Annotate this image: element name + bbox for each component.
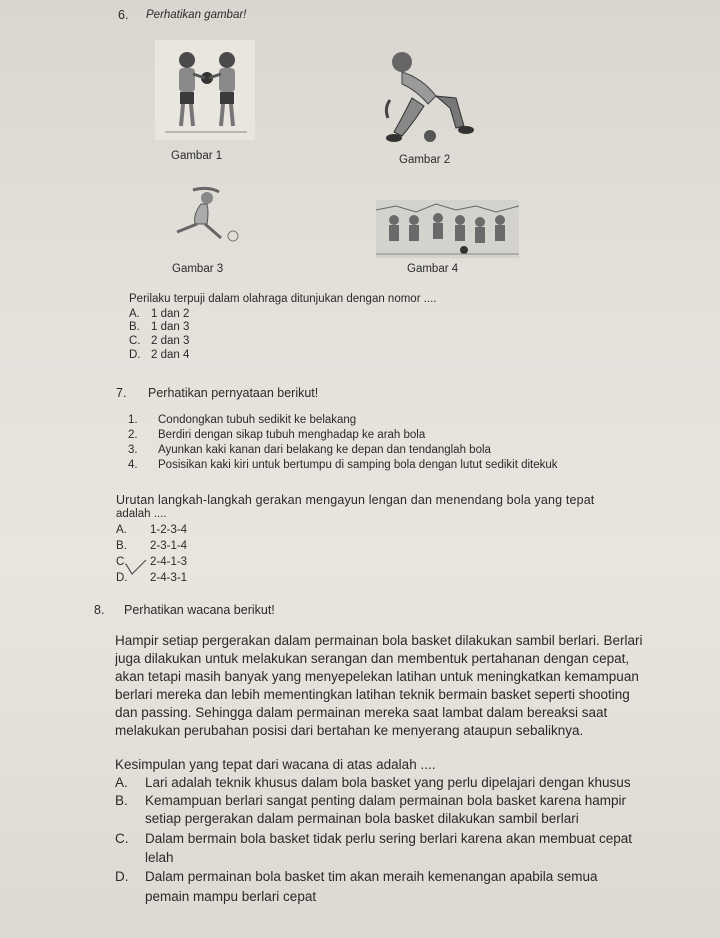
q8-number: 8.	[94, 603, 105, 617]
q6-number: 6.	[118, 8, 129, 22]
q8-option-a[interactable]	[115, 775, 720, 790]
answer-check-mark	[124, 556, 150, 582]
q7-option-a[interactable]	[116, 524, 187, 536]
option-letter: D.	[115, 869, 129, 884]
option-text: 1-2-3-4	[150, 524, 188, 536]
option-letter: B.	[115, 793, 128, 808]
q8-passage-line-1: Hampir setiap pergerakan dalam permainan bola basket dilakukan sambil berlari. Berlari	[115, 633, 643, 648]
q8-passage-line-3: akan tetapi masih banyak yang menyepelekan latihan untuk meningkatkan kemampuan	[115, 669, 639, 684]
q7-prompt: Perhatikan pernyataan berikut!	[148, 386, 319, 400]
q8-passage-line-4: berlari mereka dan lebih mementingkan latihan teknik bermain basket seperti shooting	[115, 687, 630, 702]
q8-passage-line-2: juga dilakukan untuk melakukan serangan dan membentuk pertahanan dengan cepat,	[115, 651, 630, 666]
q7-question-line1: Urutan langkah-langkah gerakan mengayun lengan dan menendang bola yang tepat	[116, 493, 595, 507]
statement-text: Posisikan kaki kiri untuk bertumpu di samping bola dengan lutut sedikit ditekuk	[158, 459, 558, 471]
option-text: 1 dan 3	[151, 321, 190, 333]
option-letter: B.	[129, 321, 140, 333]
option-text: 2-3-1-4	[150, 540, 188, 552]
option-text: 2-4-3-1	[150, 572, 188, 584]
option-text: 2 dan 4	[151, 349, 190, 361]
statement-number: 4.	[128, 459, 138, 471]
statement-number: 1.	[128, 414, 138, 426]
figure-4-image	[376, 200, 519, 258]
statement-number: 3.	[128, 444, 138, 456]
option-letter: D.	[116, 572, 128, 584]
option-text: Dalam permainan bola basket tim akan meraih kemenangan apabila semua	[145, 869, 598, 884]
q8-passage-line-5: dan passing. Sehingga dalam permainan mereka saat lambat dalam bereaksi saat	[115, 705, 608, 720]
option-letter: C.	[115, 831, 129, 846]
q6-question: Perilaku terpuji dalam olahraga ditunjukan dengan nomor ....	[129, 293, 437, 305]
q8-option-b-line-2: setiap pergerakan dalam permainan bola basket dilakukan sambil berlari	[145, 811, 579, 826]
q8-option-c-line-2: lelah	[145, 850, 174, 865]
q7-question-line2: adalah ....	[116, 508, 167, 520]
q7-statement-1	[128, 414, 356, 426]
option-letter: A.	[116, 524, 127, 536]
figure-2-image	[372, 48, 484, 148]
q7-option-b[interactable]	[116, 540, 187, 552]
figure-4-caption: Gambar 4	[407, 263, 459, 275]
figure-1-caption: Gambar 1	[171, 150, 223, 162]
q8-passage-line-6: melakukan perubahan posisi dari bertahan ke menyerang ataupun sebaliknya.	[115, 723, 584, 738]
option-letter: A.	[115, 775, 128, 790]
option-letter: B.	[116, 540, 127, 552]
q7-statement-3	[128, 444, 491, 456]
q8-option-c[interactable]	[115, 831, 720, 846]
statement-text: Condongkan tubuh sedikit ke belakang	[158, 414, 357, 426]
q6-prompt: Perhatikan gambar!	[146, 9, 247, 21]
statement-text: Berdiri dengan sikap tubuh menghadap ke arah bola	[158, 429, 426, 441]
q8-prompt: Perhatikan wacana berikut!	[124, 603, 275, 617]
q7-statement-4	[128, 459, 558, 471]
q7-statement-2	[128, 429, 425, 441]
option-text: 2-4-1-3	[150, 556, 188, 568]
q8-question: Kesimpulan yang tepat dari wacana di atas adalah ....	[115, 757, 436, 772]
q6-option-a[interactable]	[129, 308, 189, 320]
option-letter: C.	[129, 335, 141, 347]
option-text: 2 dan 3	[151, 335, 190, 347]
statement-text: Ayunkan kaki kanan dari belakang ke depan dan tendanglah bola	[158, 444, 491, 456]
option-text: 1 dan 2	[151, 308, 190, 320]
q6-option-d[interactable]	[129, 349, 189, 361]
figure-2-caption: Gambar 2	[399, 154, 451, 166]
q6-option-c[interactable]	[129, 335, 189, 347]
q6-option-b[interactable]	[129, 321, 189, 333]
option-text: Kemampuan berlari sangat penting dalam permainan bola basket karena hampir	[145, 793, 627, 808]
option-text: Dalam bermain bola basket tidak perlu sering berlari karena akan membuat cepat	[145, 831, 633, 846]
q8-option-b[interactable]	[115, 793, 720, 808]
option-letter: C.	[116, 556, 128, 568]
figure-3-image	[163, 184, 245, 248]
option-letter: D.	[129, 349, 141, 361]
statement-number: 2.	[128, 429, 138, 441]
option-letter: A.	[129, 308, 140, 320]
q8-option-d[interactable]	[115, 869, 720, 884]
q8-option-d-line-2: pemain mampu berlari cepat	[145, 889, 317, 904]
figure-1-image	[155, 40, 255, 140]
figure-3-caption: Gambar 3	[172, 263, 224, 275]
option-text: Lari adalah teknik khusus dalam bola basket yang perlu dipelajari dengan khusus	[145, 775, 631, 790]
q7-number: 7.	[116, 386, 127, 400]
